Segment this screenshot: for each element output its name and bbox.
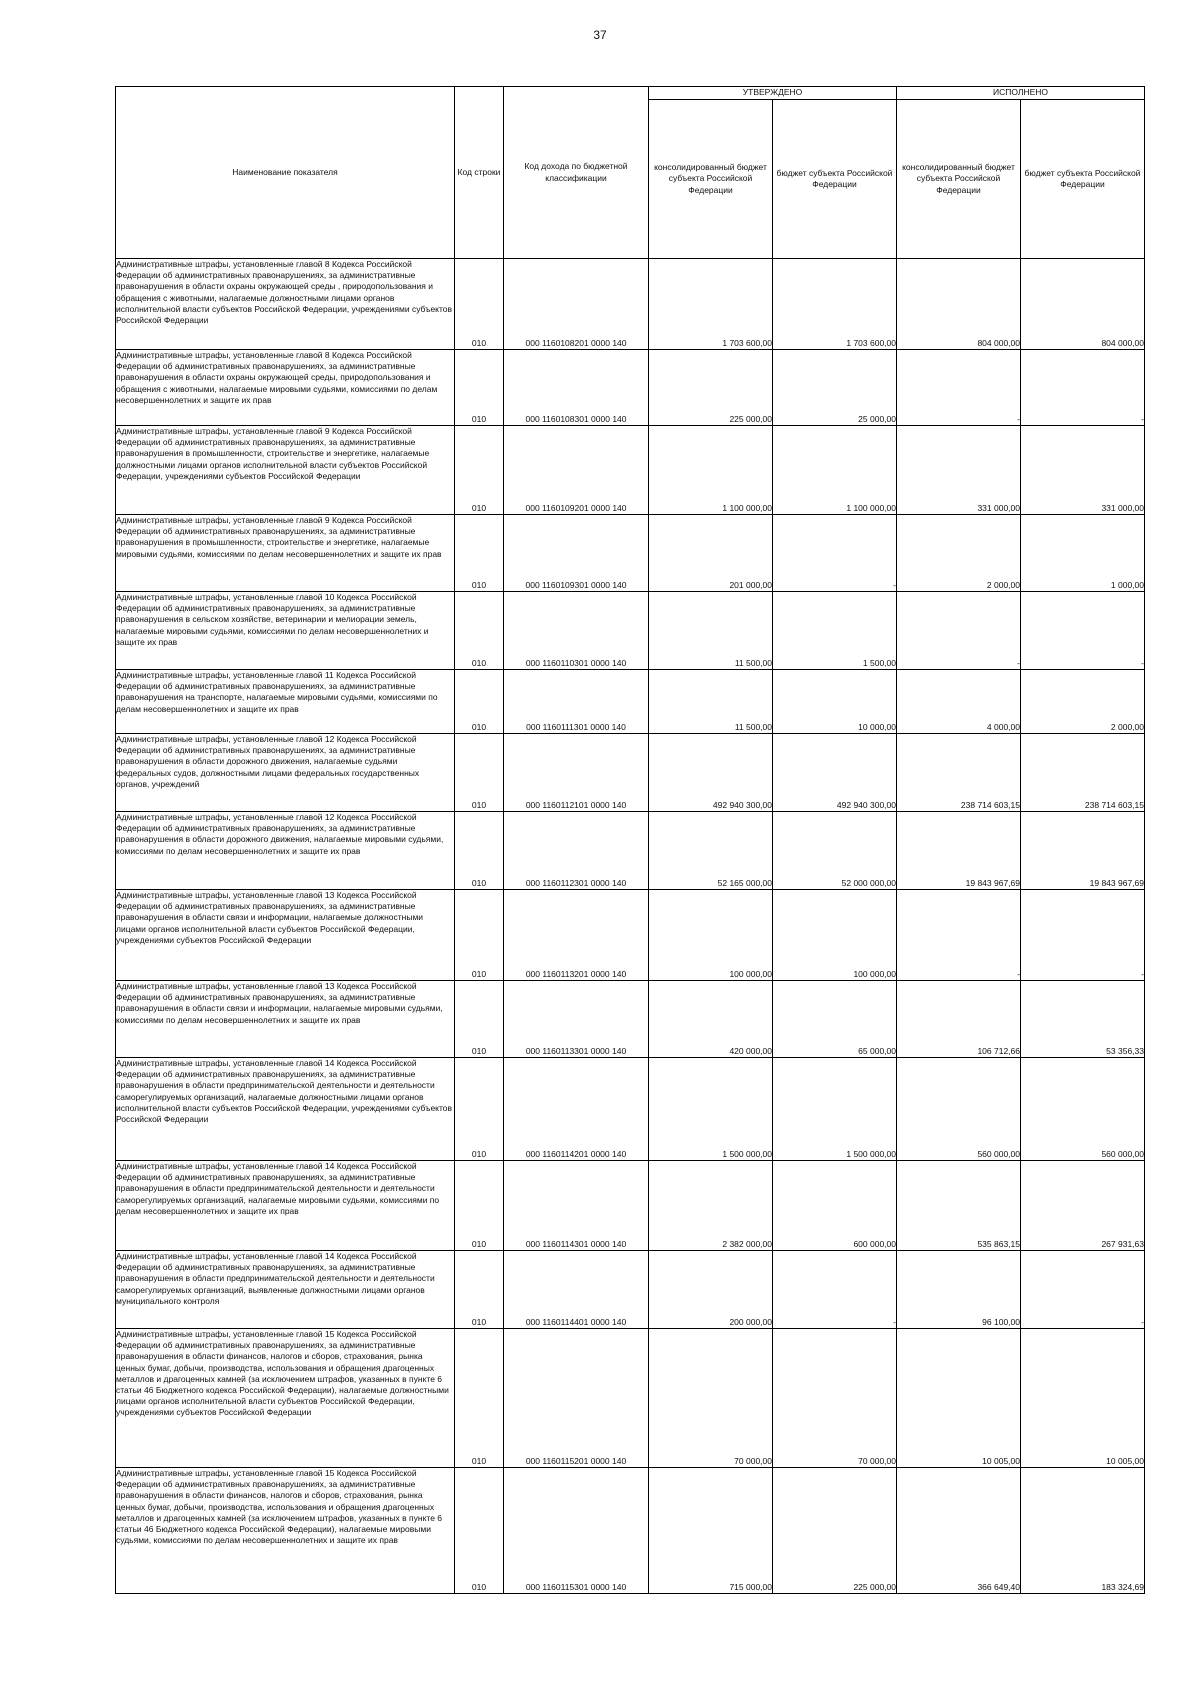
- row-name: Административные штрафы, установленные главой 15 Кодекса Российской Федерации об административных правонарушениях, за административные правонарушения в области финансов, налогов и сборов, страхования, рынка ценных бумаг, добычи, производства, использования и обращения драгоценных металлов и драгоценных камней (за исключением штрафов, указанных в пункте 6 статьи 46 Бюджетного кодекса Российской Федерации), налагаемые мировыми судьями, комиссиями по делам несовершеннолетних и защите их прав: [116, 1468, 455, 1594]
- row-income-code: 000 1160114401 0000 140: [504, 1251, 649, 1329]
- row-name: Административные штрафы, установленные главой 10 Кодекса Российской Федерации об административных правонарушениях, за административные правонарушения в сельском хозяйстве, ветеринарии и мелиорации земель, налагаемые мировыми судьями, комиссиями по делам несовершеннолетних и защите их прав: [116, 592, 455, 670]
- row-approved-consolidated: 1 500 000,00: [649, 1058, 773, 1161]
- budget-report-table: [115, 86, 1145, 1594]
- row-approved-subject: 1 500,00: [773, 592, 897, 670]
- row-executed-subject: 267 931,63: [1021, 1161, 1145, 1251]
- row-name: Административные штрафы, установленные главой 12 Кодекса Российской Федерации об административных правонарушениях, за административные правонарушения в области дорожного движения, налагаемые мировыми судьями, комиссиями по делам несовершеннолетних и защите их прав: [116, 812, 455, 890]
- row-approved-consolidated: 200 000,00: [649, 1251, 773, 1329]
- row-executed-subject: -: [1021, 592, 1145, 670]
- row-approved-subject: 600 000,00: [773, 1161, 897, 1251]
- row-approved-consolidated: 52 165 000,00: [649, 812, 773, 890]
- header-approved-subject: бюджет субъекта Российской Федерации: [773, 100, 897, 259]
- table-row: [116, 890, 1145, 981]
- row-approved-subject: -: [773, 515, 897, 592]
- header-line-code: Код строки: [455, 87, 504, 259]
- header-income-code: Код дохода по бюджетной классификации: [504, 87, 649, 259]
- row-executed-consolidated: 10 005,00: [897, 1329, 1021, 1468]
- row-income-code: 000 1160110301 0000 140: [504, 592, 649, 670]
- row-line-code: 010: [455, 1161, 504, 1251]
- row-name: Административные штрафы, установленные главой 11 Кодекса Российской Федерации об административных правонарушениях, за административные правонарушения на транспорте, налагаемые мировыми судьями, комиссиями по делам несовершеннолетних и защите их прав: [116, 670, 455, 734]
- table-row: [116, 1161, 1145, 1251]
- table-row: [116, 426, 1145, 515]
- table-row: [116, 515, 1145, 592]
- row-name: Административные штрафы, установленные главой 15 Кодекса Российской Федерации об административных правонарушениях, за административные правонарушения в области финансов, налогов и сборов, страхования, рынка ценных бумаг, добычи, производства, использования и обращения драгоценных металлов и драгоценных камней (за исключением штрафов, указанных в пункте 6 статьи 46 Бюджетного кодекса Российской Федерации), налагаемые должностными лицами органов исполнительной власти субъектов Российской Федерации, учреждениями субъектов Российской Федерации: [116, 1329, 455, 1468]
- row-income-code: 000 1160114301 0000 140: [504, 1161, 649, 1251]
- row-line-code: 010: [455, 1468, 504, 1594]
- row-executed-subject: 804 000,00: [1021, 259, 1145, 350]
- row-name: Административные штрафы, установленные главой 8 Кодекса Российской Федерации об административных правонарушениях, за административные правонарушения в области охраны окружающей среды, природопользования и обращения с животными, налагаемые мировыми судьями, комиссиями по делам несовершеннолетних и защите их прав: [116, 350, 455, 426]
- row-line-code: 010: [455, 890, 504, 981]
- header-approved: УТВЕРЖДЕНО: [649, 87, 897, 100]
- row-income-code: 000 1160112301 0000 140: [504, 812, 649, 890]
- table-row: [116, 350, 1145, 426]
- row-line-code: 010: [455, 1058, 504, 1161]
- row-name: Административные штрафы, установленные главой 14 Кодекса Российской Федерации об административных правонарушениях, за административные правонарушения в области предпринимательской деятельности и деятельности саморегулируемых организаций, налагаемые мировыми судьями, комиссиями по делам несовершеннолетних и защите их прав: [116, 1161, 455, 1251]
- row-income-code: 000 1160108201 0000 140: [504, 259, 649, 350]
- table-row: [116, 592, 1145, 670]
- row-executed-subject: 10 005,00: [1021, 1329, 1145, 1468]
- table-row: [116, 670, 1145, 734]
- row-executed-subject: 1 000,00: [1021, 515, 1145, 592]
- row-income-code: 000 1160109301 0000 140: [504, 515, 649, 592]
- row-executed-subject: 19 843 967,69: [1021, 812, 1145, 890]
- row-executed-consolidated: 804 000,00: [897, 259, 1021, 350]
- row-executed-consolidated: 19 843 967,69: [897, 812, 1021, 890]
- row-approved-subject: 25 000,00: [773, 350, 897, 426]
- row-line-code: 010: [455, 1329, 504, 1468]
- row-executed-subject: -: [1021, 1251, 1145, 1329]
- table-row: [116, 259, 1145, 350]
- row-executed-consolidated: 238 714 603,15: [897, 734, 1021, 812]
- row-executed-subject: 2 000,00: [1021, 670, 1145, 734]
- row-income-code: 000 1160113201 0000 140: [504, 890, 649, 981]
- row-income-code: 000 1160114201 0000 140: [504, 1058, 649, 1161]
- row-line-code: 010: [455, 1251, 504, 1329]
- row-line-code: 010: [455, 981, 504, 1058]
- row-approved-consolidated: 2 382 000,00: [649, 1161, 773, 1251]
- row-executed-consolidated: 366 649,40: [897, 1468, 1021, 1594]
- table-row: [116, 1058, 1145, 1161]
- table-row: [116, 812, 1145, 890]
- row-line-code: 010: [455, 515, 504, 592]
- row-name: Административные штрафы, установленные главой 9 Кодекса Российской Федерации об административных правонарушениях, за административные правонарушения в промышленности, строительстве и энергетике, налагаемые должностными лицами органов исполнительной власти субъектов Российской Федерации, учреждениями субъектов Российской Федерации: [116, 426, 455, 515]
- row-approved-subject: -: [773, 1251, 897, 1329]
- row-name: Административные штрафы, установленные главой 13 Кодекса Российской Федерации об административных правонарушениях, за административные правонарушения в области связи и информации, налагаемые мировыми судьями, комиссиями по делам несовершеннолетних и защите их прав: [116, 981, 455, 1058]
- row-approved-subject: 1 100 000,00: [773, 426, 897, 515]
- row-approved-subject: 52 000 000,00: [773, 812, 897, 890]
- page-number: 37: [593, 28, 607, 42]
- table-body: [116, 259, 1145, 1594]
- row-approved-subject: 1 703 600,00: [773, 259, 897, 350]
- row-approved-subject: 225 000,00: [773, 1468, 897, 1594]
- row-name: Административные штрафы, установленные главой 13 Кодекса Российской Федерации об административных правонарушениях, за административные правонарушения в области связи и информации, налагаемые должностными лицами органов исполнительной власти субъектов Российской Федерации, учреждениями субъектов Российской Федерации: [116, 890, 455, 981]
- table-row: [116, 981, 1145, 1058]
- header-executed: ИСПОЛНЕНО: [897, 87, 1145, 100]
- header-executed-subject: бюджет субъекта Российской Федерации: [1021, 100, 1145, 259]
- row-line-code: 010: [455, 670, 504, 734]
- row-line-code: 010: [455, 350, 504, 426]
- row-approved-consolidated: 11 500,00: [649, 592, 773, 670]
- row-name: Административные штрафы, установленные главой 14 Кодекса Российской Федерации об административных правонарушениях, за административные правонарушения в области предпринимательской деятельности и деятельности саморегулируемых организаций, выявленные должностными лицами органов муниципального контроля: [116, 1251, 455, 1329]
- row-name: Административные штрафы, установленные главой 14 Кодекса Российской Федерации об административных правонарушениях, за административные правонарушения в области предпринимательской деятельности и деятельности саморегулируемых организаций, налагаемые должностными лицами органов исполнительной власти субъектов Российской Федерации, учреждениями субъектов Российской Федерации: [116, 1058, 455, 1161]
- row-approved-consolidated: 1 703 600,00: [649, 259, 773, 350]
- row-approved-subject: 1 500 000,00: [773, 1058, 897, 1161]
- row-approved-subject: 492 940 300,00: [773, 734, 897, 812]
- row-approved-consolidated: 1 100 000,00: [649, 426, 773, 515]
- row-approved-subject: 70 000,00: [773, 1329, 897, 1468]
- row-approved-subject: 10 000,00: [773, 670, 897, 734]
- row-approved-consolidated: 11 500,00: [649, 670, 773, 734]
- row-executed-consolidated: 331 000,00: [897, 426, 1021, 515]
- header-name: Наименование показателя: [116, 87, 455, 259]
- table-row: [116, 1468, 1145, 1594]
- row-approved-subject: 65 000,00: [773, 981, 897, 1058]
- row-name: Административные штрафы, установленные главой 9 Кодекса Российской Федерации об административных правонарушениях, за административные правонарушения в промышленности, строительстве и энергетике, налагаемые мировыми судьями, комиссиями по делам несовершеннолетних и защите их прав: [116, 515, 455, 592]
- row-executed-consolidated: 535 863,15: [897, 1161, 1021, 1251]
- row-name: Административные штрафы, установленные главой 12 Кодекса Российской Федерации об административных правонарушениях, за административные правонарушения в области дорожного движения, налагаемые судьями федеральных судов, должностными лицами федеральных государственных органов, учреждений: [116, 734, 455, 812]
- row-income-code: 000 1160111301 0000 140: [504, 670, 649, 734]
- row-line-code: 010: [455, 259, 504, 350]
- row-income-code: 000 1160115201 0000 140: [504, 1329, 649, 1468]
- row-approved-consolidated: 70 000,00: [649, 1329, 773, 1468]
- table-row: [116, 1251, 1145, 1329]
- row-executed-subject: 331 000,00: [1021, 426, 1145, 515]
- row-executed-subject: 238 714 603,15: [1021, 734, 1145, 812]
- row-name: Административные штрафы, установленные главой 8 Кодекса Российской Федерации об административных правонарушениях, за административные правонарушения в области охраны окружающей среды , природопользования и обращения с животными, налагаемые должностными лицами органов исполнительной власти субъектов Российской Федерации, учреждениями субъектов Российской Федерации: [116, 259, 455, 350]
- row-approved-subject: 100 000,00: [773, 890, 897, 981]
- row-executed-consolidated: 96 100,00: [897, 1251, 1021, 1329]
- row-executed-consolidated: 106 712,66: [897, 981, 1021, 1058]
- row-executed-subject: 560 000,00: [1021, 1058, 1145, 1161]
- table-row: [116, 734, 1145, 812]
- row-line-code: 010: [455, 812, 504, 890]
- row-line-code: 010: [455, 592, 504, 670]
- row-line-code: 010: [455, 734, 504, 812]
- row-approved-consolidated: 201 000,00: [649, 515, 773, 592]
- table-row: [116, 1329, 1145, 1468]
- row-approved-consolidated: 100 000,00: [649, 890, 773, 981]
- row-executed-consolidated: -: [897, 592, 1021, 670]
- row-income-code: 000 1160115301 0000 140: [504, 1468, 649, 1594]
- row-income-code: 000 1160112101 0000 140: [504, 734, 649, 812]
- header-executed-consolidated: консолидированный бюджет субъекта Российской Федерации: [897, 100, 1021, 259]
- row-executed-consolidated: 2 000,00: [897, 515, 1021, 592]
- row-executed-subject: -: [1021, 890, 1145, 981]
- row-approved-consolidated: 420 000,00: [649, 981, 773, 1058]
- row-executed-consolidated: -: [897, 890, 1021, 981]
- header-approved-consolidated: консолидированный бюджет субъекта Российской Федерации: [649, 100, 773, 259]
- row-executed-consolidated: 560 000,00: [897, 1058, 1021, 1161]
- row-income-code: 000 1160109201 0000 140: [504, 426, 649, 515]
- row-approved-consolidated: 225 000,00: [649, 350, 773, 426]
- row-executed-subject: 183 324,69: [1021, 1468, 1145, 1594]
- row-executed-subject: 53 356,33: [1021, 981, 1145, 1058]
- row-line-code: 010: [455, 426, 504, 515]
- row-approved-consolidated: 715 000,00: [649, 1468, 773, 1594]
- row-income-code: 000 1160113301 0000 140: [504, 981, 649, 1058]
- row-executed-consolidated: -: [897, 350, 1021, 426]
- row-income-code: 000 1160108301 0000 140: [504, 350, 649, 426]
- row-executed-consolidated: 4 000,00: [897, 670, 1021, 734]
- row-approved-consolidated: 492 940 300,00: [649, 734, 773, 812]
- row-executed-subject: -: [1021, 350, 1145, 426]
